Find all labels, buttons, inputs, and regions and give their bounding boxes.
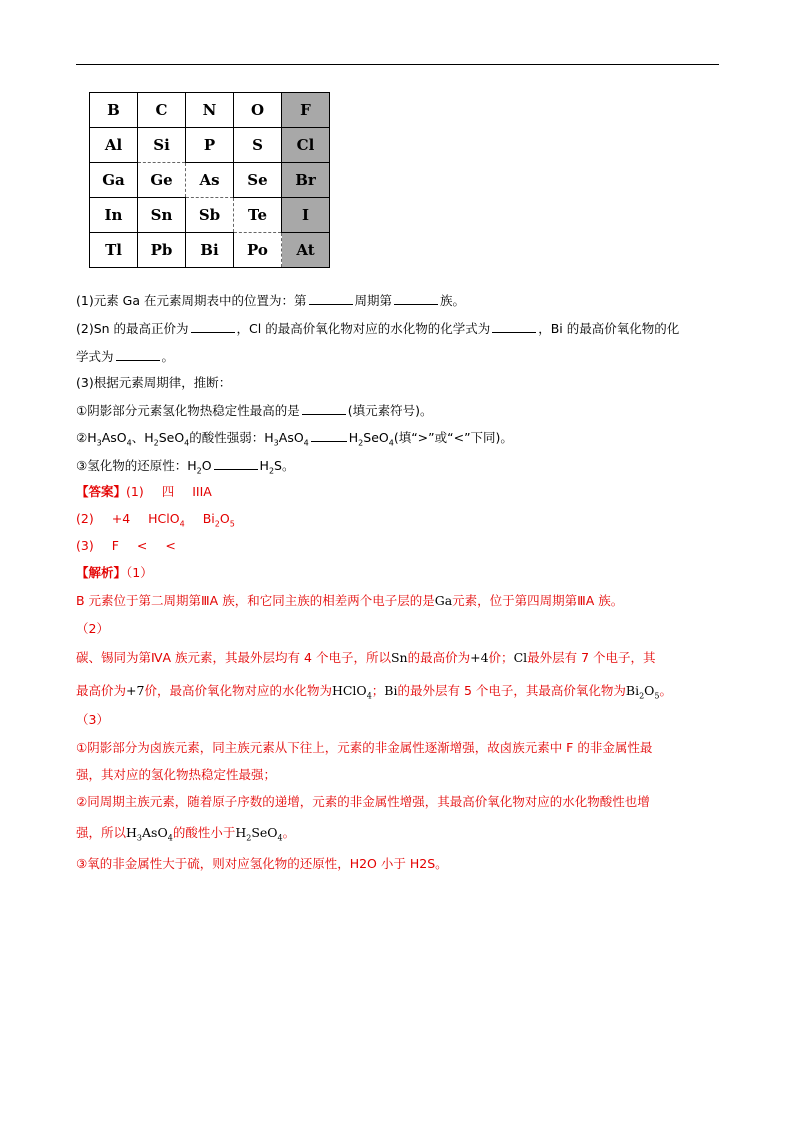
periodic-table-fragment bbox=[89, 92, 330, 268]
cell-br: Br bbox=[282, 163, 330, 198]
analysis-line-7: 强，所以$H_3AsO_4$的酸性小于$H_2SeO_4$。 bbox=[76, 825, 296, 843]
blank-acidity bbox=[311, 429, 347, 442]
cell-tl: Tl bbox=[90, 233, 138, 268]
cell-p: P bbox=[186, 128, 234, 163]
cell-o: O bbox=[234, 93, 282, 128]
analysis-tag: 【解析】 bbox=[76, 565, 127, 580]
analysis-tag-line: 【解析】（1） bbox=[76, 565, 153, 580]
cell-se: Se bbox=[234, 163, 282, 198]
blank-period bbox=[309, 292, 353, 305]
question-1: (1)元素 Ga 在元素周期表中的位置为：第 周期第 族。 bbox=[76, 293, 466, 308]
question-3-ii: $②H_3AsO_4$、$H_2SeO_4$的酸性强弱：$H_3AsO_4$ $H_2SeO_4$(填“>”或“<”下同)。 bbox=[76, 430, 513, 448]
cell-f: F bbox=[282, 93, 330, 128]
analysis-part-2: （2） bbox=[76, 621, 109, 636]
answer-line-1: 【答案】(1) 四 IIIA bbox=[76, 484, 212, 499]
cell-c: C bbox=[138, 93, 186, 128]
answer-line-3: (3) F < < bbox=[76, 538, 176, 553]
blank-group bbox=[394, 292, 438, 305]
blank-cl-acid bbox=[492, 320, 536, 333]
question-2-line-2: 学式为 。 bbox=[76, 349, 175, 364]
analysis-part-3: （3） bbox=[76, 712, 109, 727]
analysis-line-6: ②同周期主族元素，随着原子序数的递增，元素的非金属性增强，其最高价氧化物对应的水化物酸性也增 bbox=[76, 794, 650, 809]
cell-sb: Sb bbox=[186, 198, 234, 233]
question-3-iii: ③氢化物的还原性：$H_2O$ $H_2S$。 bbox=[76, 458, 295, 476]
analysis-line-2: 碳、锡同为第ⅣA 族元素，其最外层均有 4 个电子，所以Sn的最高价为+4价；Cl最外层有 7 个电子，其 bbox=[76, 650, 656, 665]
cell-n: N bbox=[186, 93, 234, 128]
cell-cl: Cl bbox=[282, 128, 330, 163]
cell-b: B bbox=[90, 93, 138, 128]
analysis-line-8: ③氧的非金属性大于硫，则对应氢化物的还原性，H2O 小于 H2S。 bbox=[76, 856, 448, 871]
answer-tag: 【答案】 bbox=[76, 484, 127, 499]
cell-te: Te bbox=[234, 198, 282, 233]
cell-sn: Sn bbox=[138, 198, 186, 233]
header-rule bbox=[76, 64, 719, 65]
analysis-line-4: ①阴影部分为卤族元素，同主族元素从下往上，元素的非金属性逐渐增强，故卤族元素中 F 的非金属性最 bbox=[76, 740, 653, 755]
cell-as: As bbox=[186, 163, 234, 198]
blank-bi-oxide bbox=[116, 348, 160, 361]
cell-s: S bbox=[234, 128, 282, 163]
answer-line-2: (2) +4 HClO$_4$ $Bi_2O_5$ bbox=[76, 511, 235, 529]
analysis-line-1: B 元素位于第二周期第ⅢA 族，和它同主族的相差两个电子层的是Ga元素，位于第四周期第ⅢA 族。 bbox=[76, 593, 624, 608]
cell-pb: Pb bbox=[138, 233, 186, 268]
question-3-head: (3)根据元素周期律，推断： bbox=[76, 375, 232, 390]
analysis-line-5: 强，其对应的氢化物热稳定性最强； bbox=[76, 767, 277, 782]
cell-po: Po bbox=[234, 233, 282, 268]
question-2-line-1: (2)Sn 的最高正价为 ，Cl 的最高价氧化物对应的水化物的化学式为 ，Bi 的最高价氧化物的化 bbox=[76, 321, 680, 336]
cell-ge: Ge bbox=[138, 163, 186, 198]
blank-reducibility bbox=[214, 457, 258, 470]
cell-al: Al bbox=[90, 128, 138, 163]
analysis-line-3: 最高价为+7价，最高价氧化物对应的水化物为HClO$_4$；Bi的最外层有 5 个电子，其最高价氧化物为$Bi_2O_5$。 bbox=[76, 683, 673, 701]
cell-si: Si bbox=[138, 128, 186, 163]
blank-stability bbox=[302, 402, 346, 415]
cell-ga: Ga bbox=[90, 163, 138, 198]
question-3-i: ①阴影部分元素氢化物热稳定性最高的是 (填元素符号)。 bbox=[76, 403, 433, 418]
cell-bi: Bi bbox=[186, 233, 234, 268]
cell-in: In bbox=[90, 198, 138, 233]
cell-i: I bbox=[282, 198, 330, 233]
cell-at: At bbox=[282, 233, 330, 268]
blank-sn-valence bbox=[191, 320, 235, 333]
